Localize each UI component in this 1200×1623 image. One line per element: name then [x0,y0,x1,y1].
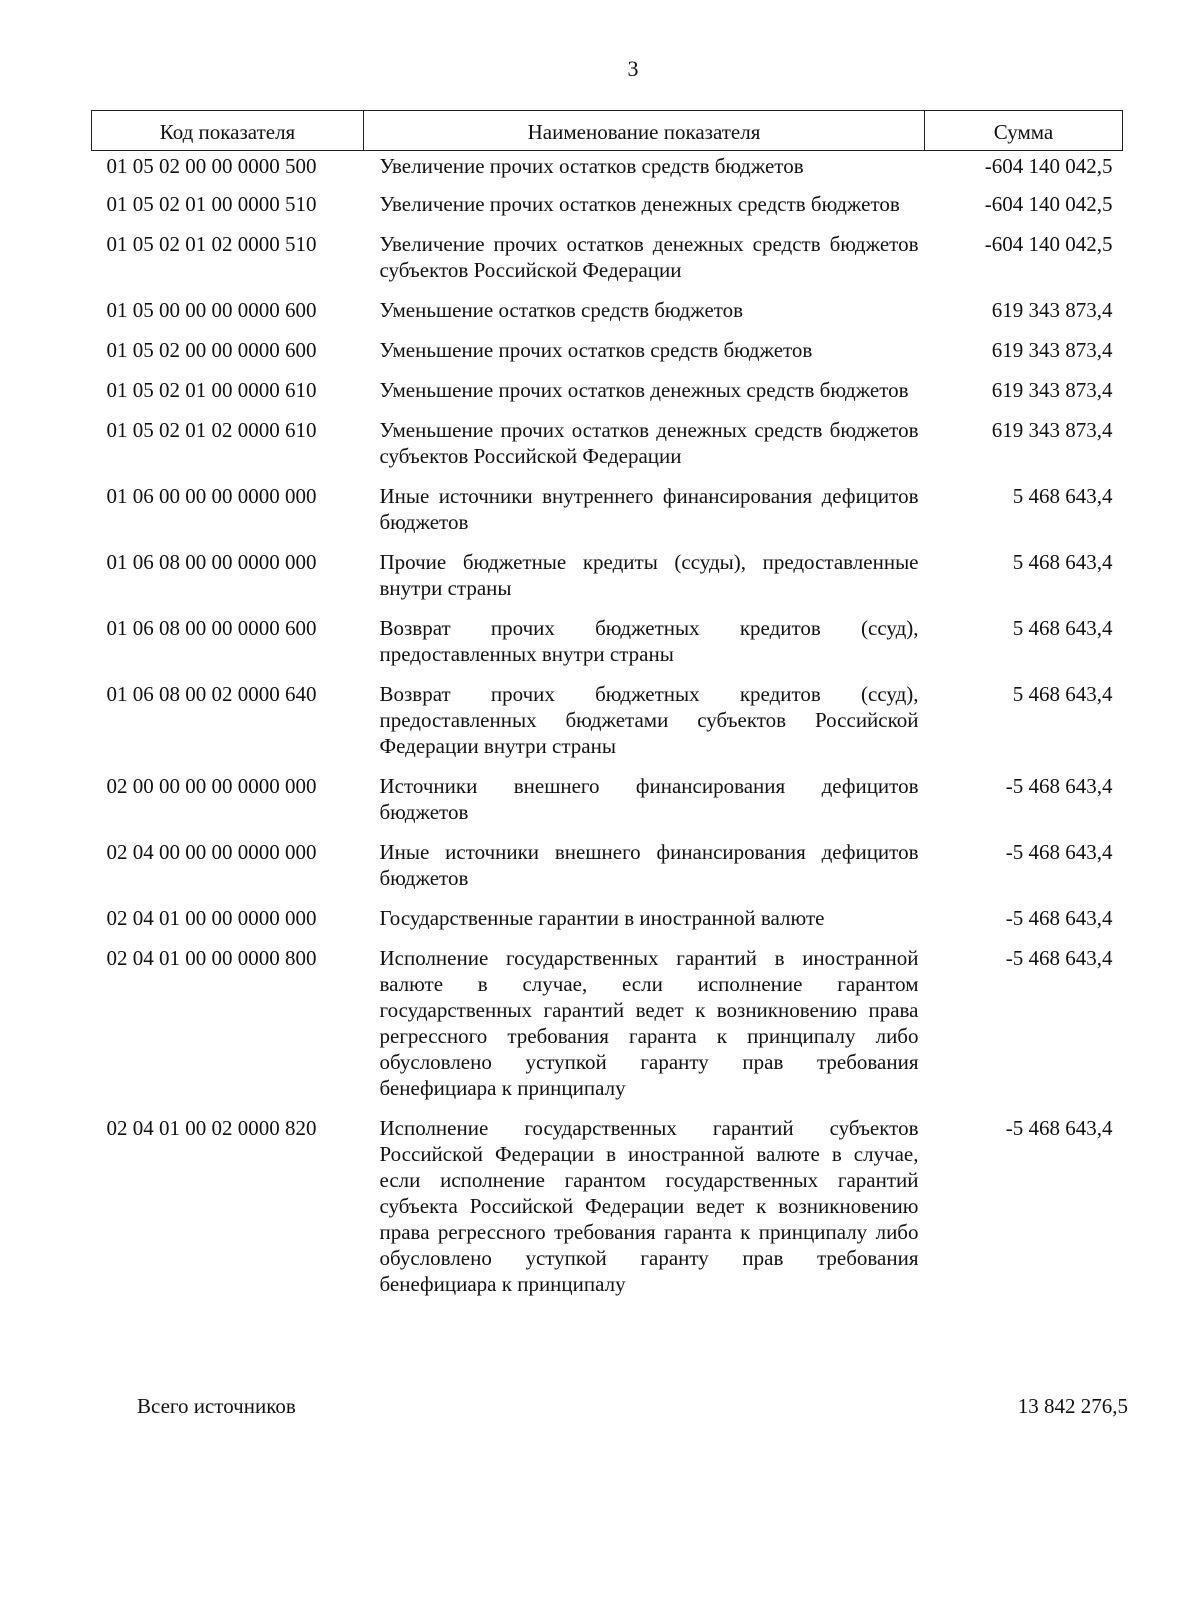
table-row [92,615,1123,681]
row-code: 02 04 00 00 00 0000 000 [106,840,317,864]
row-code: 01 05 02 00 00 0000 600 [106,338,317,362]
table-row [92,945,1123,1115]
row-name: Государственные гарантии в иностранной валюте [379,906,825,930]
page-number: 3 [627,56,639,81]
row-sum: 619 343 873,4 [991,378,1113,402]
row-name: Прочие бюджетные кредиты (ссуды), предоставленные внутри страны [379,550,919,600]
row-sum: -5 468 643,4 [1005,840,1113,864]
row-name: Возврат прочих бюджетных кредитов (ссуд), предоставленных бюджетами субъектов Российской Федерации внутри страны [379,682,919,758]
header-sum: Сумма [925,111,1123,151]
row-code: 01 06 08 00 00 0000 000 [106,550,317,574]
row-code: 01 05 02 01 02 0000 510 [106,232,317,256]
row-code: 01 05 00 00 00 0000 600 [106,298,317,322]
row-name: Возврат прочих бюджетных кредитов (ссуд), предоставленных внутри страны [379,616,919,666]
table-row [92,377,1123,417]
row-sum: 5 468 643,4 [1012,682,1113,706]
row-code: 01 05 02 01 00 0000 510 [106,192,317,216]
row-sum: -604 140 042,5 [984,232,1113,256]
row-name: Уменьшение прочих остатков денежных средств бюджетов субъектов Российской Федерации [379,418,919,468]
row-sum: 619 343 873,4 [991,418,1113,442]
row-name: Уменьшение прочих остатков денежных средств бюджетов [379,378,909,402]
sources-table [91,110,1123,1311]
row-name: Уменьшение прочих остатков средств бюджетов [379,338,813,362]
row-name: Исполнение государственных гарантий в иностранной валюте в случае, если исполнение гарантом государственных гарантий ведет к возникновению права регрессного требования гаранта к принципалу либо обусловлено уступкой гаранту прав требования бенефициара к принципалу [379,946,919,1100]
row-sum: 5 468 643,4 [1012,616,1113,640]
row-name: Уменьшение остатков средств бюджетов [379,298,744,322]
table-row [92,773,1123,839]
row-sum: 5 468 643,4 [1012,484,1113,508]
row-code: 02 04 01 00 00 0000 800 [106,946,317,970]
row-code: 01 06 08 00 02 0000 640 [106,682,317,706]
table-row [92,417,1123,483]
row-sum: -604 140 042,5 [984,154,1113,178]
row-code: 01 05 02 01 02 0000 610 [106,418,317,442]
table-row [92,681,1123,773]
row-sum: 5 468 643,4 [1012,550,1113,574]
table-row [92,483,1123,549]
total-row [137,1393,1128,1419]
table-row [92,231,1123,297]
row-code: 01 06 00 00 00 0000 000 [106,484,317,508]
total-label: Всего источников [137,1394,296,1418]
row-sum: 619 343 873,4 [991,298,1113,322]
header-name: Наименование показателя [364,111,925,151]
table-row [92,549,1123,615]
table-row [92,337,1123,377]
table-row [92,297,1123,337]
row-sum: -5 468 643,4 [1005,946,1113,970]
row-name: Иные источники внутреннего финансирования дефицитов бюджетов [379,484,919,534]
table-row [92,905,1123,945]
row-code: 02 04 01 00 02 0000 820 [106,1116,317,1140]
row-sum: -5 468 643,4 [1005,1116,1113,1140]
row-name: Увеличение прочих остатков средств бюджетов [379,154,804,178]
row-name: Увеличение прочих остатков денежных средств бюджетов [379,192,900,216]
row-code: 01 05 02 00 00 0000 500 [106,154,317,178]
table-row [92,191,1123,231]
table-row [92,839,1123,905]
table-header-row [92,111,1123,151]
table-row [92,1115,1123,1311]
row-code: 02 00 00 00 00 0000 000 [106,774,317,798]
row-name: Источники внешнего финансирования дефицитов бюджетов [379,774,919,824]
row-code: 01 05 02 01 00 0000 610 [106,378,317,402]
row-name: Исполнение государственных гарантий субъектов Российской Федерации в иностранной валюте в случае, если исполнение гарантом государственных гарантий субъекта Российской Федерации ведет к возникновению права регрессного требования гаранта к принципалу либо обусловлено уступкой гаранту прав требования бенефициара к принципалу [379,1116,919,1296]
total-value: 13 842 276,5 [1017,1394,1128,1418]
row-sum: 619 343 873,4 [991,338,1113,362]
row-code: 01 06 08 00 00 0000 600 [106,616,317,640]
table-row [92,151,1123,192]
row-sum: -5 468 643,4 [1005,906,1113,930]
row-code: 02 04 01 00 00 0000 000 [106,906,317,930]
row-sum: -604 140 042,5 [984,192,1113,216]
header-code: Код показателя [92,111,364,151]
row-name: Увеличение прочих остатков денежных средств бюджетов субъектов Российской Федерации [379,232,919,282]
row-name: Иные источники внешнего финансирования дефицитов бюджетов [379,840,919,890]
row-sum: -5 468 643,4 [1005,774,1113,798]
